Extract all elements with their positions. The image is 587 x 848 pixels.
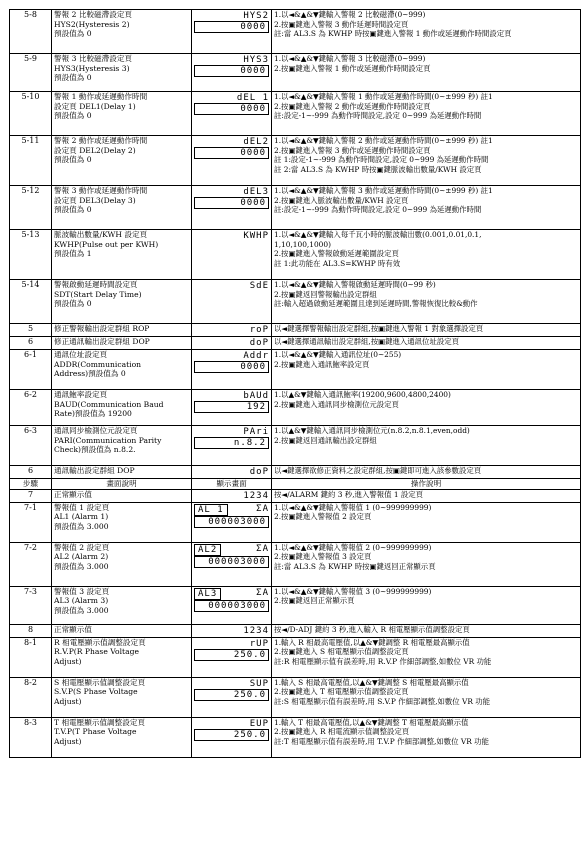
- table-row: [10, 677, 581, 717]
- description-cell: [52, 489, 192, 502]
- display-value: 0000: [194, 103, 269, 115]
- display-value: 0000: [194, 147, 269, 159]
- table-row: [10, 624, 581, 637]
- description-line: 預設值為 0: [54, 299, 92, 309]
- alarm-tag: AL 1: [194, 504, 228, 516]
- operation-cell: [272, 637, 581, 677]
- operation-line: 2.按▣鍵返回警報輸出設定群組: [274, 289, 377, 299]
- table-row: [10, 390, 581, 426]
- step-number: 5-14: [10, 280, 52, 324]
- display-cell: [192, 280, 272, 324]
- description-line: 警報 3 動作或延遲動作時間: [54, 186, 148, 195]
- display-cell: [192, 586, 272, 624]
- operation-line: 2.按▣鍵進入警報 3 動作延遲時間設定頁: [274, 19, 409, 29]
- description-line: 警報 2 比較磁滯設定頁: [54, 10, 133, 19]
- description-line: KWHP(Pulse out per KWH): [54, 239, 159, 249]
- operation-line: 2.按▣鍵進入警報值 3 設定頁: [274, 552, 372, 562]
- display-code: SdE: [249, 281, 269, 291]
- operation-cell: [272, 324, 581, 337]
- description-line: Adjust): [54, 696, 82, 706]
- step-number: 5-13: [10, 230, 52, 280]
- step-number: 6-2: [10, 390, 52, 426]
- display-code: Addr: [243, 351, 269, 361]
- operation-line: 1.以◄&▲&▼鍵輸入警報 3 動作或延遲動作時間(0~±999 秒) 註1: [274, 186, 493, 195]
- display-cell: [192, 426, 272, 466]
- operation-line: 2.按▣鍵進入通訊同步檢測位元設定頁: [274, 399, 399, 409]
- description-line: AL2 (Alarm 2): [54, 552, 109, 562]
- display-cell: [192, 502, 272, 542]
- display-code: bAUd: [243, 391, 269, 401]
- operation-line: 註:S 相電壓顯示值有誤差時,用 S.V.P 作細部調整,如數位 VR 功能: [274, 696, 491, 706]
- description-line: 預設值為 3.000: [54, 605, 109, 615]
- operation-line: 2.按▣鍵進入 S 相電壓顯示值調整設定頁: [274, 647, 409, 657]
- description-line: 警報值 1 設定頁: [54, 502, 110, 512]
- operation-line: 1.輸入 R 相最高電壓值,以▲&▼鍵調整 R 相電壓最高顯示值: [274, 637, 470, 647]
- step-number: 8-2: [10, 677, 52, 717]
- display-code: 1234: [243, 490, 269, 501]
- description-line: 預設值為 0: [54, 111, 92, 121]
- operation-line: 註:設定-1~-999 為動作時間設定,設定 0~999 為延遲動作時間: [274, 205, 482, 215]
- operation-cell: [272, 230, 581, 280]
- description-line: 修正通訊輸出設定群組 DOP: [54, 337, 150, 346]
- display-code: roP: [249, 325, 269, 335]
- display-cell: [192, 350, 272, 390]
- description-line: Check)預設值為 n.8.2.: [54, 445, 136, 455]
- header-op: 操作說明: [272, 479, 581, 490]
- description-line: 警報 2 動作或延遲動作時間: [54, 136, 148, 145]
- operation-line: 1.以◄&▲&▼鍵輸入警報值 2 (0~999999999): [274, 542, 432, 552]
- operation-line: 2.按▣鍵進入 R 相電流顯示值調整設定頁: [274, 727, 410, 737]
- description-line: 設定頁 DEL2(Delay 2): [54, 145, 136, 155]
- table-row: [10, 489, 581, 502]
- operation-line: 註:設定-1~-999 為動作時間設定,設定 0~999 為延遲動作時間: [274, 111, 482, 121]
- operation-line: 2.按▣鍵返回正常顯示頁: [274, 596, 355, 606]
- description-line: ADDR(Communication: [54, 359, 142, 369]
- description-line: 警報值 2 設定頁: [54, 542, 110, 552]
- description-line: 通訊位址設定頁: [54, 350, 108, 359]
- description-cell: [52, 92, 192, 136]
- table-row: [10, 186, 581, 230]
- operation-line: 註:輸入超過啟動延遲範圍且達到延遲時間,警報恢復比較&動作: [274, 299, 478, 309]
- step-number: 7: [10, 489, 52, 502]
- description-line: 正常顯示值: [54, 489, 92, 499]
- description-cell: [52, 136, 192, 186]
- description-line: 預設值為 0: [54, 205, 92, 215]
- display-cell: [192, 92, 272, 136]
- display-cell: [192, 390, 272, 426]
- description-line: R.V.P(R Phase Voltage: [54, 647, 139, 657]
- display-value: 0000: [194, 361, 269, 373]
- step-number: 5-8: [10, 10, 52, 54]
- step-number: 7-3: [10, 586, 52, 624]
- alarm-unit: ΣA: [256, 543, 269, 554]
- step-number: 8-1: [10, 637, 52, 677]
- operation-line: 1.輸入 T 相最高電壓值,以▲&▼鍵調整 T 相電壓最高顯示值: [274, 717, 469, 727]
- step-number: 6: [10, 337, 52, 350]
- operation-line: 2.按▣鍵進入脈波輸出數量/KWH 設定頁: [274, 195, 409, 205]
- operation-line: 2.按▣鍵返回通訊輸出設定群組: [274, 435, 377, 445]
- description-cell: [52, 624, 192, 637]
- description-line: 預設值為 1: [54, 249, 92, 259]
- table-row: [10, 586, 581, 624]
- description-cell: [52, 337, 192, 350]
- operation-line: 以◄鍵選擇警報輸出設定群組,按▣鍵進入警報 1 對象選擇設定頁: [274, 324, 484, 333]
- description-line: PARI(Communication Parity: [54, 435, 162, 445]
- alarm-tag: AL2: [194, 544, 221, 556]
- alarm-value-display: 000003000: [194, 556, 269, 568]
- operation-line: 註 1:此功能在 AL3.S=KWHP 時有效: [274, 258, 401, 268]
- operation-cell: [272, 350, 581, 390]
- description-line: 預設值為 3.000: [54, 561, 109, 571]
- step-number: 6: [10, 466, 52, 479]
- table-row: [10, 10, 581, 54]
- display-cell: [192, 230, 272, 280]
- description-cell: [52, 280, 192, 324]
- operation-line: 2.按▣鍵進入警報值 2 設定頁: [274, 512, 372, 522]
- table-row: [10, 637, 581, 677]
- operation-line: 註:當 AL3.S 為 KWHP 時按▣鍵返回正常顯示頁: [274, 561, 436, 571]
- description-line: Adjust): [54, 736, 82, 746]
- operation-cell: [272, 54, 581, 92]
- step-number: 5-9: [10, 54, 52, 92]
- display-cell: [192, 624, 272, 637]
- table-row: [10, 350, 581, 390]
- operation-cell: [272, 390, 581, 426]
- operation-line: 1.以◄&▲&▼鍵輸入警報 2 動作或延遲動作時間(0~±999 秒) 註1: [274, 136, 493, 145]
- operation-line: 以◄鍵選擇欲修正資料之設定群組,按▣鍵即可進入該參數設定頁: [274, 466, 482, 475]
- operation-cell: [272, 186, 581, 230]
- description-line: 警報 1 動作或延遲動作時間: [54, 92, 148, 101]
- description-line: S.V.P(S Phase Voltage: [54, 687, 138, 697]
- description-line: AL1 (Alarm 1): [54, 512, 109, 522]
- alarm-tag: AL3: [194, 588, 221, 600]
- operation-line: 註:R 相電壓顯示值有誤差時,用 R.V.P 作細部調整,如數位 VR 功能: [274, 656, 492, 666]
- display-cell: [192, 136, 272, 186]
- table-row: [10, 542, 581, 586]
- operation-line: 1,10,100,1000): [274, 239, 331, 249]
- operation-line: 2.按▣鍵進入 T 相電壓顯示值調整設定頁: [274, 687, 409, 697]
- description-cell: [52, 186, 192, 230]
- description-line: 預設值為 0: [54, 155, 92, 165]
- step-number: 5-10: [10, 92, 52, 136]
- description-line: S 相電壓顯示值調整設定頁: [54, 677, 146, 687]
- table-row: [10, 502, 581, 542]
- display-value: 250.0: [194, 649, 269, 661]
- display-code: HYS3: [243, 55, 269, 65]
- operation-cell: [272, 624, 581, 637]
- table-row: [10, 280, 581, 324]
- operation-cell: [272, 280, 581, 324]
- step-number: 5-12: [10, 186, 52, 230]
- operation-line: 註 1:設定-1~-999 為動作時間設定,設定 0~999 為延遲動作時間: [274, 155, 489, 165]
- table-row: [10, 337, 581, 350]
- description-line: 設定頁 DEL3(Delay 3): [54, 195, 136, 205]
- description-line: 預設值為 0: [54, 73, 92, 83]
- table-row: [10, 92, 581, 136]
- step-number: 8-3: [10, 717, 52, 757]
- display-code: doP: [249, 467, 269, 477]
- description-line: 設定頁 DEL1(Delay 1): [54, 101, 136, 111]
- operation-line: 2.按▣鍵進入警報 2 動作或延遲動作時間設定頁: [274, 101, 431, 111]
- operation-cell: [272, 677, 581, 717]
- description-line: 通訊輸出設定群組 DOP: [54, 466, 135, 475]
- description-cell: [52, 637, 192, 677]
- step-number: 6-3: [10, 426, 52, 466]
- display-code: dEL3: [243, 187, 269, 197]
- display-value: 192: [194, 401, 269, 413]
- display-cell: [192, 542, 272, 586]
- step-number: 5: [10, 324, 52, 337]
- display-cell: [192, 54, 272, 92]
- description-cell: [52, 426, 192, 466]
- operation-cell: [272, 92, 581, 136]
- description-line: Adjust): [54, 656, 82, 666]
- operation-cell: [272, 502, 581, 542]
- header-desc: 畫面說明: [52, 479, 192, 490]
- operation-cell: [272, 337, 581, 350]
- description-cell: [52, 324, 192, 337]
- step-number: 7-2: [10, 542, 52, 586]
- description-line: T.V.P(T Phase Voltage: [54, 727, 137, 737]
- description-line: 正常顯示值: [54, 624, 92, 634]
- operation-line: 以◄鍵選擇通訊輸出設定群組,按▣鍵進入通訊位址設定頁: [274, 337, 460, 346]
- description-line: 通訊同步檢測位元設定頁: [54, 426, 138, 435]
- display-cell: [192, 10, 272, 54]
- description-cell: [52, 586, 192, 624]
- display-value: 0000: [194, 197, 269, 209]
- operation-cell: [272, 542, 581, 586]
- operation-line: 1.以◄&▲&▼鍵輸入警報 2 比較磁滯(0~999): [274, 10, 426, 19]
- alarm-display-top: [194, 544, 269, 556]
- operation-cell: [272, 489, 581, 502]
- description-cell: [52, 717, 192, 757]
- operation-line: 註 2:當 AL3.S 為 KWHP 時按▣鍵脈波輸出數量/KWH 設定頁: [274, 164, 482, 174]
- display-cell: [192, 677, 272, 717]
- description-line: 通訊鮑率設定頁: [54, 390, 108, 399]
- step-number: 7-1: [10, 502, 52, 542]
- description-line: 脈波輸出數量/KWH 設定頁: [54, 230, 148, 239]
- operation-cell: [272, 466, 581, 479]
- table-row: [10, 426, 581, 466]
- description-cell: [52, 350, 192, 390]
- description-line: R 相電壓顯示值調整設定頁: [54, 637, 146, 647]
- alarm-display-top: [194, 588, 269, 600]
- table-row: [10, 230, 581, 280]
- display-code: HYS2: [243, 11, 269, 21]
- operation-line: 1.以◄&▲&▼鍵輸入每千瓦小時的脈波輸出數(0.001,0.01,0.1,: [274, 230, 482, 239]
- display-code: EUP: [249, 718, 269, 729]
- description-line: BAUD(Communication Baud: [54, 399, 164, 409]
- table-row: [10, 54, 581, 92]
- alarm-unit: ΣA: [256, 587, 269, 598]
- description-cell: [52, 466, 192, 479]
- display-value: n.8.2: [194, 437, 269, 449]
- display-code: 1234: [243, 625, 269, 636]
- display-code: dEL2: [243, 137, 269, 147]
- step-number: 6-1: [10, 350, 52, 390]
- description-line: AL3 (Alarm 3): [54, 596, 109, 606]
- operation-line: 1.以◄&▲&▼鍵輸入警報 3 比較磁滯(0~999): [274, 54, 426, 63]
- description-line: 預設值為 3.000: [54, 521, 109, 531]
- operation-line: 2.按▣鍵進入警報啟動延遲範圍設定頁: [274, 249, 399, 259]
- description-cell: [52, 10, 192, 54]
- operation-cell: [272, 426, 581, 466]
- alarm-value-display: 000003000: [194, 516, 269, 528]
- operation-line: 註:當 AL3.S 為 KWHP 時按▣鍵進入警報 1 動作或延遲動作時間設定頁: [274, 29, 512, 39]
- description-line: T 相電壓顯示值調整設定頁: [54, 717, 146, 727]
- alarm-display-top: [194, 504, 269, 516]
- display-code: rUP: [249, 638, 269, 649]
- settings-table-body: [10, 10, 581, 758]
- table-row: [10, 324, 581, 337]
- description-cell: [52, 54, 192, 92]
- description-line: HYS3(Hysteresis 3): [54, 63, 130, 73]
- settings-table: [9, 9, 581, 758]
- description-line: SDT(Start Delay Time): [54, 289, 142, 299]
- description-line: 預設值為 0: [54, 29, 92, 39]
- description-line: 警報啟動延遲時間設定頁: [54, 280, 138, 289]
- operation-line: 按◄/ALARM 鍵約 3 秒,進入警報值 1 設定頁: [274, 489, 424, 499]
- display-cell: [192, 337, 272, 350]
- display-cell: [192, 186, 272, 230]
- description-line: Address)預設值為 0: [54, 369, 126, 379]
- display-value: 250.0: [194, 729, 269, 741]
- table-row: [10, 136, 581, 186]
- display-value: 0000: [194, 65, 269, 77]
- operation-cell: [272, 717, 581, 757]
- description-line: 警報值 3 設定頁: [54, 586, 110, 596]
- operation-line: 1.以▲&▼鍵輸入通訊同步檢測位元(n.8.2,n.8.1,even,odd): [274, 426, 470, 435]
- table-row: [10, 466, 581, 479]
- display-cell: [192, 637, 272, 677]
- header-step: 步驟: [10, 479, 52, 490]
- display-cell: [192, 489, 272, 502]
- description-cell: [52, 502, 192, 542]
- operation-line: 註:T 相電壓顯示值有誤差時,用 T.V.P 作細部調整,如數位 VR 功能: [274, 736, 489, 746]
- table-header-row: [10, 479, 581, 490]
- description-line: 修正警報輸出設定群組 ROP: [54, 324, 150, 333]
- display-value: 0000: [194, 21, 269, 33]
- display-cell: [192, 324, 272, 337]
- table-row: [10, 717, 581, 757]
- operation-line: 1.輸入 S 相最高電壓值,以▲&▼鍵調整 S 相電壓最高顯示值: [274, 677, 469, 687]
- description-line: Rate)預設值為 19200: [54, 409, 132, 419]
- display-code: dEL 1: [236, 93, 269, 103]
- step-number: 5-11: [10, 136, 52, 186]
- description-cell: [52, 230, 192, 280]
- alarm-unit: ΣA: [256, 503, 269, 514]
- step-number: 8: [10, 624, 52, 637]
- display-code: PAri: [243, 427, 269, 437]
- display-code: doP: [249, 338, 269, 348]
- description-cell: [52, 542, 192, 586]
- operation-line: 1.以◄&▲&▼鍵輸入通訊位址(0~255): [274, 350, 402, 359]
- header-disp: 顯示畫面: [192, 479, 272, 490]
- operation-line: 按◄/D-ADJ 鍵約 3 秒,進入輸入 R 相電壓顯示值調整設定頁: [274, 624, 470, 634]
- operation-cell: [272, 10, 581, 54]
- operation-line: 1.以◄&▲&▼鍵輸入警報啟動延遲時間(0~99 秒): [274, 280, 436, 289]
- display-cell: [192, 466, 272, 479]
- description-line: 警報 3 比較磁滯設定頁: [54, 54, 133, 63]
- display-code: KWHP: [243, 231, 269, 241]
- description-cell: [52, 390, 192, 426]
- operation-line: 2.按▣鍵進入通訊鮑率設定頁: [274, 359, 370, 369]
- display-value: 250.0: [194, 689, 269, 701]
- description-line: HYS2(Hysteresis 2): [54, 19, 130, 29]
- operation-line: 2.按▣鍵進入警報 3 動作或延遲動作時間設定頁: [274, 145, 431, 155]
- operation-line: 1.以◄&▲&▼鍵輸入警報值 3 (0~999999999): [274, 586, 432, 596]
- operation-line: 1.以◄&▲&▼鍵輸入警報 1 動作或延遲動作時間(0~±999 秒) 註1: [274, 92, 493, 101]
- display-code: SUP: [249, 678, 269, 689]
- description-cell: [52, 677, 192, 717]
- operation-line: 1.以◄&▲&▼鍵輸入警報值 1 (0~999999999): [274, 502, 432, 512]
- operation-cell: [272, 586, 581, 624]
- display-cell: [192, 717, 272, 757]
- operation-line: 2.按▣鍵進入警報 1 動作或延遲動作時間設定頁: [274, 63, 431, 73]
- alarm-value-display: 000003000: [194, 600, 269, 612]
- operation-cell: [272, 136, 581, 186]
- operation-line: 1.以▲&▼鍵輸入通訊鮑率(19200,9600,4800,2400): [274, 390, 451, 399]
